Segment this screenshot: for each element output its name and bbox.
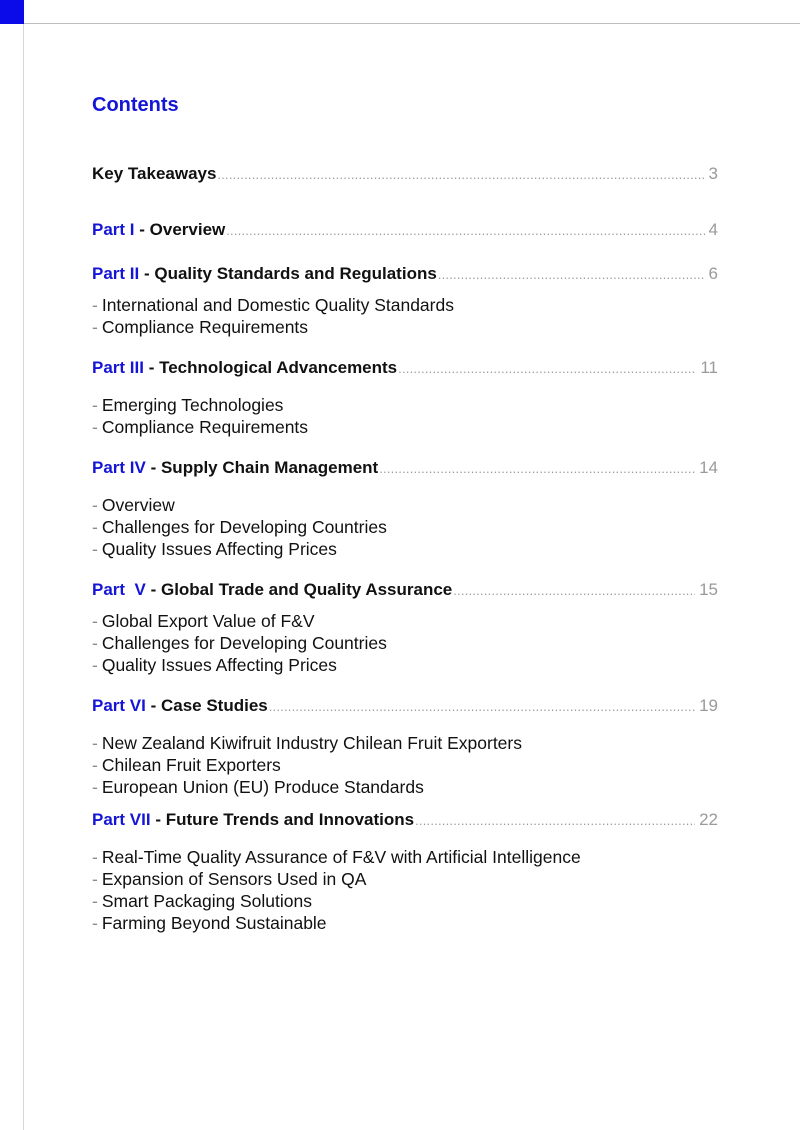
toc-subentry[interactable]: - Global Export Value of F&V (92, 611, 315, 631)
page-title: Contents (92, 94, 179, 116)
toc-entry-part-7[interactable]: Part VII - Future Trends and Innovations ..... 22 (92, 810, 718, 834)
toc-entry-part-3[interactable]: Part III - Technological Advancements ..... 11 (92, 358, 718, 382)
dot-leader (453, 583, 695, 598)
toc-subentry[interactable]: - Emerging Technologies (92, 395, 284, 415)
toc-page-number: 22 (699, 810, 718, 829)
dot-leader (217, 167, 704, 182)
part-title: Global Trade and Quality Assurance (160, 580, 453, 599)
toc-page-number: 6 (708, 264, 718, 283)
toc-page-number: 15 (699, 580, 718, 599)
dot-leader (398, 361, 696, 376)
toc-entry-key-takeaways[interactable] (92, 164, 718, 188)
toc-entry-part-4[interactable]: Part IV - Supply Chain Management ..... 14 (92, 458, 718, 482)
toc-subentry[interactable]: - Quality Issues Affecting Prices (92, 539, 337, 559)
toc-subentry[interactable]: - Overview (92, 495, 175, 515)
toc-entry-label: Key Takeaways (92, 164, 217, 183)
toc-page-number: 11 (700, 358, 718, 377)
part-number: Part VI (92, 696, 146, 715)
toc-subentry[interactable]: - Expansion of Sensors Used in QA (92, 869, 367, 889)
toc-subentry[interactable]: - Challenges for Developing Countries (92, 517, 387, 537)
toc-subsections (92, 294, 732, 338)
part-title: Future Trends and Innovations (165, 810, 415, 829)
toc-subsections (92, 846, 732, 934)
toc-subentry[interactable]: - Chilean Fruit Exporters (92, 755, 281, 775)
toc-subsections (92, 732, 732, 798)
toc-subsections (92, 394, 732, 438)
toc-entry-part-5[interactable]: Part V - Global Trade and Quality Assurance ..... 15 (92, 580, 718, 604)
top-rule (24, 23, 800, 24)
part-title: Case Studies (160, 696, 268, 715)
toc-subentry[interactable]: - Challenges for Developing Countries (92, 633, 387, 653)
toc-page-number: 14 (699, 458, 718, 477)
part-number: Part V (92, 580, 146, 599)
toc-entry-part-2[interactable]: Part II - Quality Standards and Regulations ..... 6 (92, 264, 718, 288)
dot-leader (269, 699, 695, 714)
toc-subentry[interactable]: - European Union (EU) Produce Standards (92, 777, 424, 797)
toc-subsections (92, 494, 732, 560)
toc-subentry[interactable]: - Compliance Requirements (92, 317, 309, 337)
toc-subentry[interactable]: - New Zealand Kiwifruit Industry Chilean Fruit Exporters (92, 733, 522, 753)
left-rule (23, 24, 24, 1130)
part-number: Part IV (92, 458, 146, 477)
toc-entry-part-1[interactable]: Part I - Overview ..... 4 (92, 220, 718, 244)
part-number: Part III (92, 358, 144, 377)
part-number: Part I (92, 220, 135, 239)
dot-leader (438, 267, 705, 282)
toc-page-number: 19 (699, 696, 718, 715)
dot-leader (226, 223, 704, 238)
toc-subsections (92, 610, 732, 676)
dot-leader (379, 461, 695, 476)
toc-subentry[interactable]: - Real-Time Quality Assurance of F&V with Artificial Intelligence (92, 847, 581, 867)
part-title: Overview (149, 220, 226, 239)
part-title: Technological Advancements (159, 358, 398, 377)
toc-page-number: 3 (708, 164, 718, 183)
toc-subentry[interactable]: - Quality Issues Affecting Prices (92, 655, 337, 675)
toc-subentry[interactable]: - Smart Packaging Solutions (92, 891, 312, 911)
part-number: Part VII (92, 810, 151, 829)
part-title: Quality Standards and Regulations (154, 264, 437, 283)
toc-subentry[interactable]: - Compliance Requirements (92, 417, 309, 437)
part-number: Part II (92, 264, 140, 283)
toc-subentry[interactable]: - International and Domestic Quality Standards (92, 295, 454, 315)
toc-subentry[interactable]: - Farming Beyond Sustainable (92, 913, 327, 933)
corner-accent-block (0, 0, 24, 24)
toc-entry-part-6[interactable]: Part VI - Case Studies ..... 19 (92, 696, 718, 720)
part-title: Supply Chain Management (160, 458, 379, 477)
toc-page-number: 4 (708, 220, 718, 239)
dot-leader (415, 813, 695, 828)
